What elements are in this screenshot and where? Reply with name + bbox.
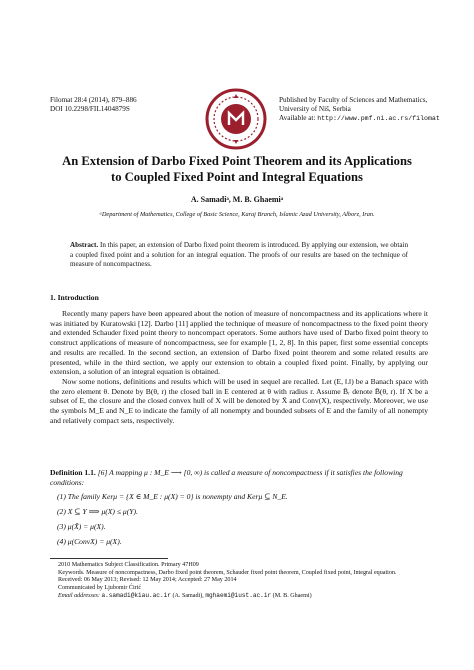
- msc-footnote: 2010 Mathematics Subject Classification. Primary 47H09: [58, 562, 199, 568]
- journal-line: Filomat 28:4 (2014), 879–886: [50, 96, 137, 104]
- email-name-1: (A. Samadi),: [172, 593, 204, 599]
- received-footnote: Received: 06 May 2013; Revised: 12 May 2014; Accepted: 27 May 2014: [58, 577, 237, 583]
- communicated-footnote: Communicated by Ljubomir Ćirić: [58, 584, 142, 591]
- university-logo: [205, 88, 267, 150]
- title-line2: to Coupled Fixed Point and Integral Equations: [111, 170, 363, 184]
- available-line: [279, 114, 469, 123]
- authors: A. Samadiᵃ, M. B. Ghaemiᵃ: [190, 195, 284, 204]
- abstract: [70, 241, 408, 270]
- footnotes: [50, 562, 428, 601]
- definition-condition: (4) μ(ConvX) = μ(X).: [57, 537, 122, 546]
- seal-icon: [205, 88, 267, 150]
- keywords-footnote: Keywords. Measure of noncompactness, Darbo fixed point theorem, Schauder fixed point theorem, Coupled fixed point, Integral equation.: [58, 569, 397, 576]
- paper-title: [0, 153, 474, 185]
- doi-line: DOI 10.2298/FIL1404879S: [50, 105, 130, 113]
- footnote-rule: [50, 558, 168, 559]
- intro-paragraph-2: Now some notions, definitions and results which will be used in sequel are recalled. Let (E, ‖.‖) be a Banach space with the zero element θ. Denote by B(θ, r) the closed ball in E centered at θ with radius r. Assume B̄ᵣ denote B̄(θ, r). If X be a subset of E, the closure and the closed convex hull of X will be denoted by X̄ and Conv(X), respectively. Moreover, we use the symbols M_E and N_E to indicate the family of all nonempty and bounded subsets of E and the family of all nonempty and relatively compact sets, respectively.: [50, 376, 428, 425]
- definition-condition: (2) X ⊆ Y ⟹ μ(X) ≤ μ(Y).: [57, 507, 138, 516]
- definition-1-1: [50, 468, 428, 487]
- title-line1: An Extension of Darbo Fixed Point Theorem and its Applications: [62, 154, 412, 168]
- abstract-label: Abstract.: [70, 241, 99, 249]
- introduction-body: [50, 309, 428, 425]
- definition-condition: (3) μ(X̄) = μ(X).: [57, 522, 106, 531]
- journal-citation: [50, 96, 137, 114]
- email-label: Email addresses:: [58, 593, 100, 599]
- abstract-text: In this paper, an extension of Darbo fixed point theorem is introduced. By applying our extension, we obtain a coupled fixed point and a solution for an integral equation. The proofs of our results are based on the technique of measure of noncompactness.: [70, 241, 408, 269]
- publisher-info: [279, 96, 469, 123]
- affiliation: ᵃDepartment of Mathematics, College of Basic Science, Karaj Branch, Islamic Azad University, Alborz, Iran.: [99, 211, 375, 218]
- email-footnote: [50, 592, 428, 601]
- email-name-2: (M. B. Ghaemi): [272, 593, 312, 599]
- definition-label: Definition 1.1.: [50, 468, 96, 477]
- intro-paragraph-1: Recently many papers have been appeared about the notion of measure of noncompactness and its applications where it was initiated by Kuratowski [12]. Darbo [11] applied the technique of measure of noncompactness to the fixed point theory and extended Schauder fixed point theory to noncompact operators. Some authors have used of Darbo fixed point theory to construct applications of measure of noncompactness, see for example [1, 2, 8]. In this paper, first some essential concepts and results are recalled. In the second section, an extension of Darbo fixed point theorem and some related results are presented, while in the third section, we apply our extension to obtain a coupled fixed point. Finally, by applying our extension, a solution of an integral equation is obtained.: [50, 309, 428, 377]
- email-link-1[interactable]: a.samadi@kiau.ac.ir: [101, 592, 171, 599]
- journal-url-link[interactable]: http://www.pmf.ni.ac.rs/filomat: [317, 115, 440, 122]
- definition-condition: (1) The family Kerμ = {X ∈ M_E : μ(X) = 0} is nonempty and Kerμ ⊆ N_E.: [57, 492, 288, 501]
- publisher-line2: University of Niš, Serbia: [279, 105, 351, 113]
- email-link-2[interactable]: mghaemi@iust.ac.ir: [205, 592, 272, 599]
- section-title: 1. Introduction: [50, 293, 99, 302]
- available-prefix: Available at:: [279, 114, 316, 122]
- publisher-line1: Published by Faculty of Sciences and Mathematics,: [279, 96, 428, 104]
- definition-text: [6] A mapping μ : M_E ⟶ [0, ∞) is called a measure of noncompactness if it satisfies the following conditions:: [50, 468, 403, 487]
